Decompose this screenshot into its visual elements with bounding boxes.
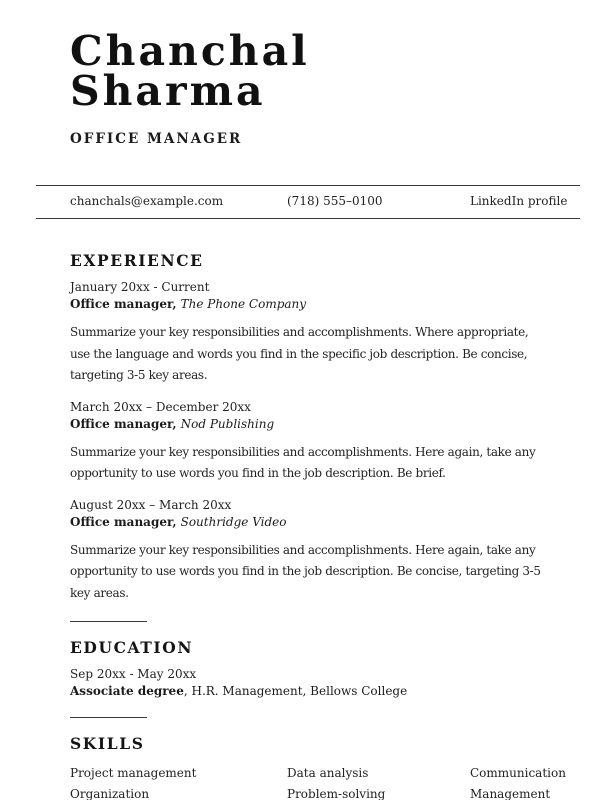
skills-column	[70, 763, 287, 800]
entry-title	[70, 683, 545, 700]
entry-dates: Sep 20xx - May 20xx	[70, 667, 197, 681]
entry-summary: Summarize your key responsibilities and accomplishments. Here again, take any opportunity to use words you find in the job description. Be concise, targeting 3-5 key areas.	[70, 542, 541, 600]
skills-column	[470, 763, 566, 800]
experience-entry	[70, 497, 545, 605]
entry-dates: August 20xx – March 20xx	[70, 497, 232, 512]
skill-item: Organization	[70, 786, 150, 800]
section-divider	[70, 717, 147, 718]
skill-item: Data analysis	[287, 766, 369, 780]
experience-entry	[70, 399, 545, 485]
entry-company: Southridge Video	[180, 514, 287, 529]
page-title	[70, 0, 545, 115]
entry-title	[70, 416, 545, 433]
experience-heading: EXPERIENCE	[70, 251, 204, 270]
skill-item: Communication	[470, 766, 566, 780]
linkedin-profile-link[interactable]: LinkedIn profile	[470, 194, 568, 208]
skill-item: Project management	[70, 766, 197, 780]
entry-dates: March 20xx – December 20xx	[70, 399, 251, 414]
contact-grid	[70, 194, 568, 209]
entry-summary: Summarize your key responsibilities and accomplishments. Here again, take any opportunity to use words you find in the job description. Be brief.	[70, 444, 536, 480]
education-heading: EDUCATION	[70, 638, 194, 657]
entry-title	[70, 296, 545, 313]
entry-company: Nod Publishing	[180, 416, 275, 431]
entry-title	[70, 514, 545, 531]
contact-phone: (718) 555–0100	[287, 194, 383, 208]
contact-bar	[36, 185, 580, 219]
entry-role: Office manager,	[70, 514, 177, 529]
skill-item: Management	[470, 786, 551, 800]
skill-item: Problem-solving	[287, 786, 386, 800]
entry-summary: Summarize your key responsibilities and accomplishments. Where appropriate, use the language and words you find in the specific job description. Be concise, targeting 3-5 key areas.	[70, 325, 529, 382]
section-divider	[70, 621, 147, 622]
education-entry	[70, 666, 545, 700]
contact-email: chanchals@example.com	[70, 194, 224, 208]
entry-dates: January 20xx - Current	[70, 280, 210, 294]
skills-grid	[70, 763, 566, 800]
skills-heading: SKILLS	[70, 734, 145, 753]
experience-entry	[70, 279, 545, 387]
entry-company: The Phone Company	[180, 297, 307, 311]
skills-column	[287, 763, 470, 800]
entry-role: Office manager,	[70, 297, 177, 311]
entry-role: Office manager,	[70, 416, 177, 431]
degree-name: Associate degree	[70, 684, 184, 698]
name-line-1: Chanchal	[70, 27, 310, 75]
name-line-2: Sharma	[70, 67, 266, 115]
job-title: OFFICE MANAGER	[70, 131, 243, 147]
degree-details: , H.R. Management, Bellows College	[183, 684, 408, 698]
